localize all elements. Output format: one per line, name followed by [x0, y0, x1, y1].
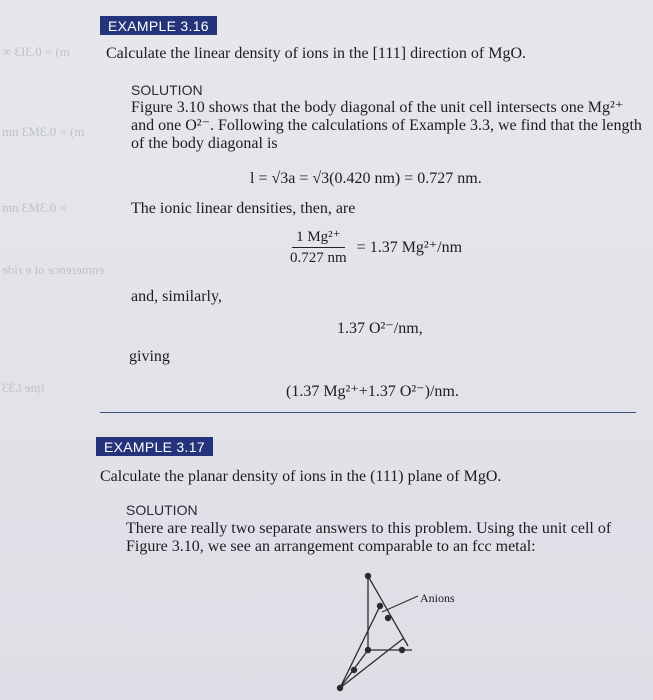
example-3-17-question: Calculate the planar density of ions in the (111) plane of MgO. — [100, 468, 502, 485]
oxygen-density-equation: 1.37 O²⁻/nm, — [337, 320, 423, 337]
linear-density-fraction — [286, 228, 351, 267]
linear-density-result: = 1.37 Mg²⁺/nm — [356, 238, 463, 256]
giving-text: giving — [129, 348, 170, 365]
section-divider — [100, 412, 636, 413]
bleed-through-text: ɘbiɿ ɘ lo ɘɔnɘɿɘmnɘ — [2, 262, 105, 277]
example-3-16-label: EXAMPLE 3.16 — [100, 16, 217, 35]
example-3-17-solution-heading: SOLUTION — [126, 502, 198, 518]
bleed-through-text: mn ƐMƐ.0 = (m — [2, 124, 85, 139]
face-center-ion — [377, 603, 383, 609]
corner-ion — [365, 647, 371, 653]
corner-ion — [399, 647, 405, 653]
face-center-ion — [351, 667, 357, 673]
anion-pointer-line — [382, 596, 418, 612]
total-density-equation: (1.37 Mg²⁺+1.37 O²⁻)/nm. — [286, 383, 459, 400]
example-3-16-paragraph-1: Figure 3.10 shows that the body diagonal of the unit cell intersects one Mg²⁺ and one O²⁻. Following the calculations of Example 3.3, we find that the length of the body diagonal is — [131, 99, 642, 152]
and-similarly-text: and, similarly, — [131, 288, 222, 305]
example-3-16-paragraph-2: The ionic linear densities, then, are — [131, 200, 356, 217]
bleed-through-text: mn ƐMƐ.0 × — [2, 200, 67, 215]
example-3-16-solution-heading: SOLUTION — [131, 82, 203, 98]
example-3-16-question: Calculate the linear density of ions in the [111] direction of MgO. — [106, 45, 527, 62]
example-3-17-paragraph-1: There are really two separate answers to this problem. Using the unit cell of Figure 3.10, we see an arrangement comparable to an fcc metal: — [126, 520, 612, 555]
anions-label: Anions — [420, 591, 455, 605]
bleed-through-text: ƐƐ.Ɩ ɘnᴉʇ — [2, 380, 45, 395]
linear-density-equation — [286, 228, 462, 267]
fraction-numerator: 1 Mg²⁺ — [292, 228, 345, 248]
bleed-through-text: ∞ ƐIƐ.0 = (m — [2, 44, 70, 59]
example-3-17-label: EXAMPLE 3.17 — [96, 437, 213, 456]
fraction-denominator: 0.727 nm — [290, 250, 347, 266]
face-center-ion — [385, 615, 391, 621]
fcc-unit-cell-figure — [320, 566, 480, 700]
body-diagonal-equation: l = √3a = √3(0.420 nm) = 0.727 nm. — [250, 170, 482, 187]
corner-ion — [365, 573, 371, 579]
corner-ion — [337, 685, 343, 691]
